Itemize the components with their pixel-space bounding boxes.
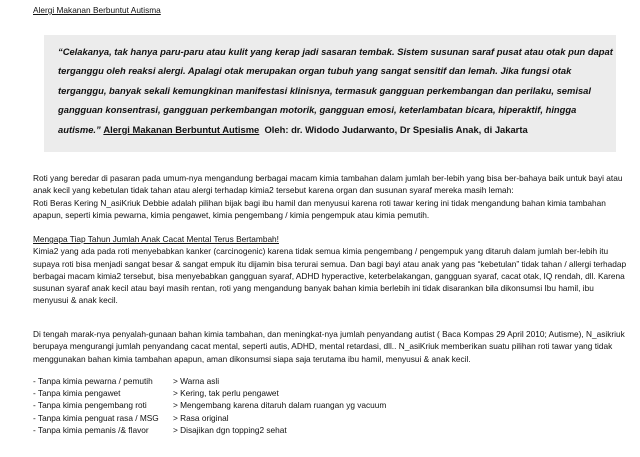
feature-list — [33, 375, 393, 436]
quote-source-link[interactable]: Alergi Makanan Berbuntut Autisme — [103, 123, 260, 135]
list-item-value: > Kering, tak perlu pengawet — [173, 388, 279, 399]
paragraph-intro-text: Roti yang beredar di pasaran pada umum-nya mengandung berbagai macam kimia tambahan dalam jumlah ber-lebih yang bisa ber-bahaya baik untuk bayi atau anak kecil yang kebetulan tidak tahan atau alergi terhadap kimia2 tersebut karena organ dan susunan syaraf mereka masih lemah: — [33, 173, 623, 196]
list-item-value: > Warna asli — [173, 376, 220, 386]
list-item — [33, 375, 393, 387]
paragraph-context — [33, 328, 629, 365]
list-item — [33, 399, 393, 411]
list-item — [33, 424, 393, 436]
quote-text: “Celakanya, tak hanya paru-paru atau kulit yang kerap jadi sasaran tembak. Sistem susunan saraf pusat atau otak pun dapat terganggu oleh reaksi alergi. Apalagi otak merupakan organ tubuh yang sangat sensitif dan lemah. Jika fungsi otak terganggu, banyak sekali kemungkinan manifestasi klinisnya, termasuk gangguan perkembangan dan perilaku, semisal gangguan konsentrasi, gangguan perkembangan motorik, gangguan emosi, keterlambatan bicara, hiperaktif, hingga autisme.” — [58, 46, 613, 135]
list-item-label: - Tanpa kimia pewarna / pemutih — [33, 376, 153, 386]
article-title-link[interactable]: Alergi Makanan Berbuntut Autisma — [33, 5, 161, 15]
list-item-label: - Tanpa kimia penguat rasa / MSG — [33, 412, 159, 423]
list-item — [33, 387, 393, 399]
quote-byline: Oleh: dr. Widodo Judarwanto, Dr Spesialis Anak, di Jakarta — [264, 123, 528, 135]
paragraph-intro-text-2: Roti Beras Kering N_asiKriuk Debbie adalah pilihan bijak bagi ibu hamil dan menyusui karena roti tawar kering ini tidak mengandung bahan kimia tambahan apapun, seperti kimia pewarna, kimia pengawet, kimia pengembang / kimia pengempuk atau kimia pemutih. — [33, 197, 606, 220]
paragraph-intro — [33, 172, 629, 221]
list-item-label: - Tanpa kimia pengawet — [33, 388, 121, 399]
warning-heading-link[interactable]: Mengapa Tiap Tahun Jumlah Anak Cacat Mental Terus Bertambah! — [33, 234, 279, 244]
paragraph-warning — [33, 233, 629, 307]
list-item — [33, 412, 393, 424]
warning-text: Kimia2 yang ada pada roti menyebabkan kanker (carcinogenic) karena tidak semua kimia pengembang / pengempuk yang ditaruh dalam jumlah ber-lebih itu supaya roti bisa menjadi sangat besar & sangat empuk itu dijamin bisa terurai semua. Dan bagi bayi atau anak yang pas “kebetulan” tidak tahan / allergi terhadap berbagai macam kimia2 tersebut, bisa menyebabkan gangguan syaraf, ADHD hyperactive, keterbelakangan, gangguan syaraf, cacat otak, IQ rendah, dll. Karena susunan syaraf anak kecil atau bayi masih rentan, roti yang mengandung banyak bahan kimia berlebih ini tidak disarankan bila dikonsumsi Ibu hamil, ibu menyusui & anak kecil. — [33, 246, 627, 306]
context-text: Di tengah marak-nya penyalah-gunaan bahan kimia tambahan, dan meningkat-nya jumlah penyandang autist ( Baca Kompas 29 April 2010; Autisme), N_asikriuk berupaya mengurangi jumlah penyandang cacat mental, seperti autis, ADHD, mental retardasi, dll.. N_asiKriuk memberikan suatu pilihan roti tawar yang tidak menggunakan bahan kimia tambahan apapun, aman dikonsumsi siapa saja terutama ibu hamil, menyusui & anak kecil. — [33, 329, 625, 364]
list-item-value: > Mengembang karena ditaruh dalam ruangan yg vacuum — [173, 400, 387, 411]
list-item-label: - Tanpa kimia pemanis /& flavor — [33, 424, 149, 435]
quote-block — [58, 42, 618, 139]
list-item-value: > Disajikan dgn topping2 sehat — [173, 424, 287, 435]
list-item-label: - Tanpa kimia pengembang roti — [33, 400, 147, 411]
list-item-value: > Rasa original — [173, 412, 229, 423]
